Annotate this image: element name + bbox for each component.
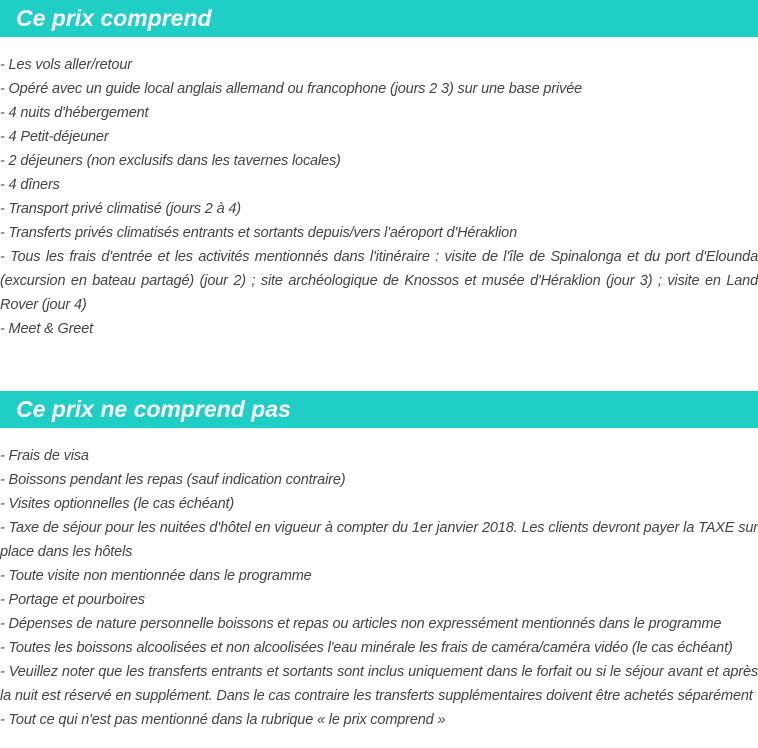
excluded-item: - Boissons pendant les repas (sauf indication contraire)	[0, 472, 346, 488]
excluded-item: - Toutes les boissons alcoolisées et non alcoolisées l'eau minérale les frais de caméra/caméra vidéo (le cas échéant)	[0, 640, 733, 656]
included-item: - Transport privé climatisé (jours 2 à 4)	[0, 201, 241, 217]
excluded-item: - Toute visite non mentionnée dans le programme	[0, 568, 312, 584]
excluded-item: - Frais de visa	[0, 448, 89, 464]
included-item: - 4 dîners	[0, 177, 60, 193]
included-items-list	[0, 53, 758, 341]
included-item: - Meet & Greet	[0, 321, 93, 337]
excluded-item: - Taxe de séjour pour les nuitées d'hôtel en vigueur à compter du 1er janvier 2018. Les clients devront payer la TAXE sur place dans les hôtels	[0, 520, 758, 560]
included-item: - 4 nuits d'hébergement	[0, 105, 149, 121]
included-section-header	[0, 0, 758, 37]
included-item: - 2 déjeuners (non exclusifs dans les tavernes locales)	[0, 153, 341, 169]
excluded-items-list	[0, 444, 758, 732]
excluded-item: - Visites optionnelles (le cas échéant)	[0, 496, 235, 512]
included-item: - Les vols aller/retour	[0, 57, 132, 73]
included-item: - 4 Petit-déjeuner	[0, 129, 109, 145]
included-section-title: Ce prix comprend	[16, 5, 212, 31]
excluded-section-header	[0, 391, 758, 428]
included-item: - Opéré avec un guide local anglais allemand ou francophone (jours 2 3) sur une base privée	[0, 81, 583, 97]
excluded-section-title: Ce prix ne comprend pas	[16, 396, 291, 422]
excluded-item: - Dépenses de nature personnelle boissons et repas ou articles non expressément mentionnés dans le programme	[0, 616, 722, 632]
excluded-item: - Portage et pourboires	[0, 592, 145, 608]
excluded-item: - Tout ce qui n'est pas mentionné dans la rubrique « le prix comprend »	[0, 712, 446, 728]
included-item: - Transferts privés climatisés entrants et sortants depuis/vers l'aéroport d'Héraklion	[0, 225, 517, 241]
excluded-item: - Veuillez noter que les transferts entrants et sortants sont inclus uniquement dans le forfait ou si le séjour avant et après la nuit est réservé en supplément. Dans le cas contraire les transferts supplémentaires doivent être achetés séparément	[0, 664, 758, 704]
included-item: - Tous les frais d'entrée et les activités mentionnés dans l'itinéraire : visite de l'île de Spinalonga et du port d'Elounda (excursion en bateau partagé) (jour 2) ; site archéologique de Knossos et musée d'Héraklion (jour 3) ; visite en Land Rover (jour 4)	[0, 249, 758, 313]
